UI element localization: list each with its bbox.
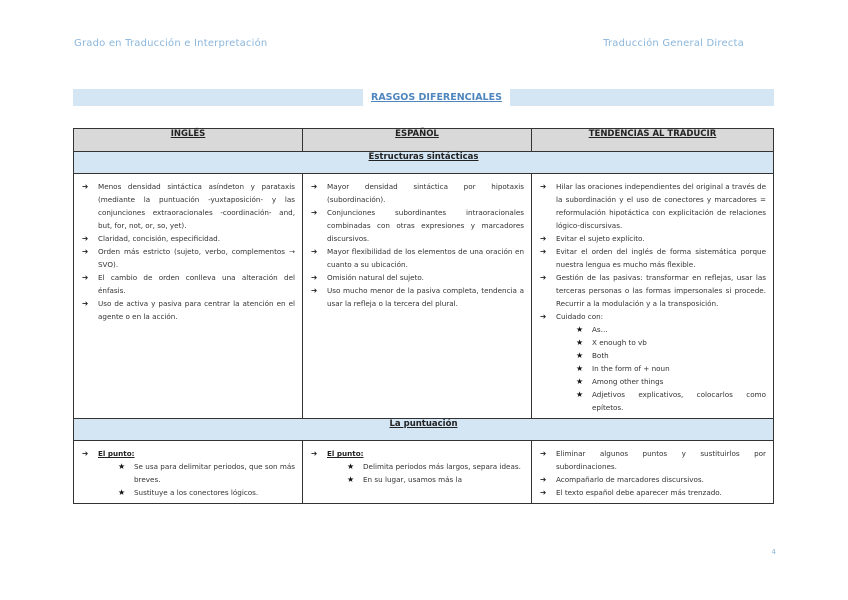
list-item: ➔ Menos densidad sintáctica asíndeton y parataxis (mediante la puntuación -yuxtaposición- y las conjunciones extraoracionales -coordinación- and, but, for, not, or, so, yet). [81,180,295,232]
cell-tendencies-punctuation [532,441,774,504]
page-title: RASGOS DIFERENCIALES [363,89,510,106]
star-item: ★ Se usa para delimitar periodos, que son más breves. [98,460,295,486]
list-item: ➔ Omisión natural del sujeto. [310,271,524,284]
star-item: ★ X enough to vb [556,336,766,349]
col-header-tendencies: TENDENCIAS AL TRADUCIR [532,129,774,152]
list-item: ➔ Mayor flexibilidad de los elementos de una oración en cuanto a su ubicación. [310,245,524,271]
list-item: ➔ Hilar las oraciones independientes del original a través de la subordinación y el uso de conectores y marcadores = reformulación hipotáctica con explicitación de relaciones lógico-discursivas. [539,180,766,232]
list-item: ➔ El cambio de orden conlleva una alteración del énfasis. [81,271,295,297]
section-title-punctuation: La puntuación [74,419,774,441]
list-item: ➔ Conjunciones subordinantes intraoracionales combinadas con otras expresiones y marcadores discursivos. [310,206,524,245]
header-subject: Traducción General Directa [603,38,744,49]
list-item: ➔ Orden más estricto (sujeto, verbo, complementos → SVO). [81,245,295,271]
header-degree: Grado en Traducción e Interpretación [74,38,268,49]
star-item: ★ Both [556,349,766,362]
list-item [81,447,295,499]
col-header-english: INGLÉS [74,129,303,152]
caution-label: Cuidado con: [556,312,604,321]
list-item: ➔ Uso mucho menor de la pasiva completa, tendencia a usar la refleja o la tercera del plural. [310,284,524,310]
star-item: ★ Sustituye a los conectores lógicos. [98,486,295,499]
star-item: ★ As… [556,323,766,336]
table-header-row [74,129,774,152]
caution-list [556,323,766,414]
list-item: ➔ Evitar el orden del inglés de forma sistemática porque nuestra lengua es mucho más flexible. [539,245,766,271]
list-item: ➔ El texto español debe aparecer más trenzado. [539,486,766,499]
star-item: ★ En su lugar, usamos más la [327,473,524,486]
list-item: ➔ Gestión de las pasivas: transformar en reflejas, usar las terceras personas o las formas impersonales si procede. Recurrir a la modulación y a la transposición. [539,271,766,310]
cell-tendencies-syntax [532,174,774,419]
page-number: 4 [771,548,776,556]
star-item: ★ In the form of + noun [556,362,766,375]
col-header-spanish: ESPAÑOL [303,129,532,152]
cell-spanish-syntax [303,174,532,419]
cell-english-punctuation [74,441,303,504]
list-item: ➔ Mayor densidad sintáctica por hipotaxis (subordinación). [310,180,524,206]
list-item: ➔ Claridad, concisión, especificidad. [81,232,295,245]
list-item: ➔ Acompañarlo de marcadores discursivos. [539,473,766,486]
title-bar [73,89,774,106]
list-item [539,310,766,414]
cell-english-syntax [74,174,303,419]
list-item: ➔ Eliminar algunos puntos y sustituirlos por subordinaciones. [539,447,766,473]
list-item: ➔ Uso de activa y pasiva para centrar la atención en el agente o en la acción. [81,297,295,323]
english-subtitle: El punto: [98,449,135,458]
section-title-syntax: Estructuras sintácticas [74,152,774,174]
cell-spanish-punctuation [303,441,532,504]
star-item: ★ Delimita periodos más largos, separa ideas. [327,460,524,473]
section-row-syntax [74,152,774,174]
section-row-punctuation [74,419,774,441]
table-row [74,441,774,504]
comparison-table [73,128,774,504]
star-item: ★ Among other things [556,375,766,388]
list-item [310,447,524,486]
star-item: ★ Adjetivos explicativos, colocarlos como epítetos. [556,388,766,414]
spanish-subtitle: El punto: [327,449,364,458]
list-item: ➔ Evitar el sujeto explícito. [539,232,766,245]
table-row [74,174,774,419]
